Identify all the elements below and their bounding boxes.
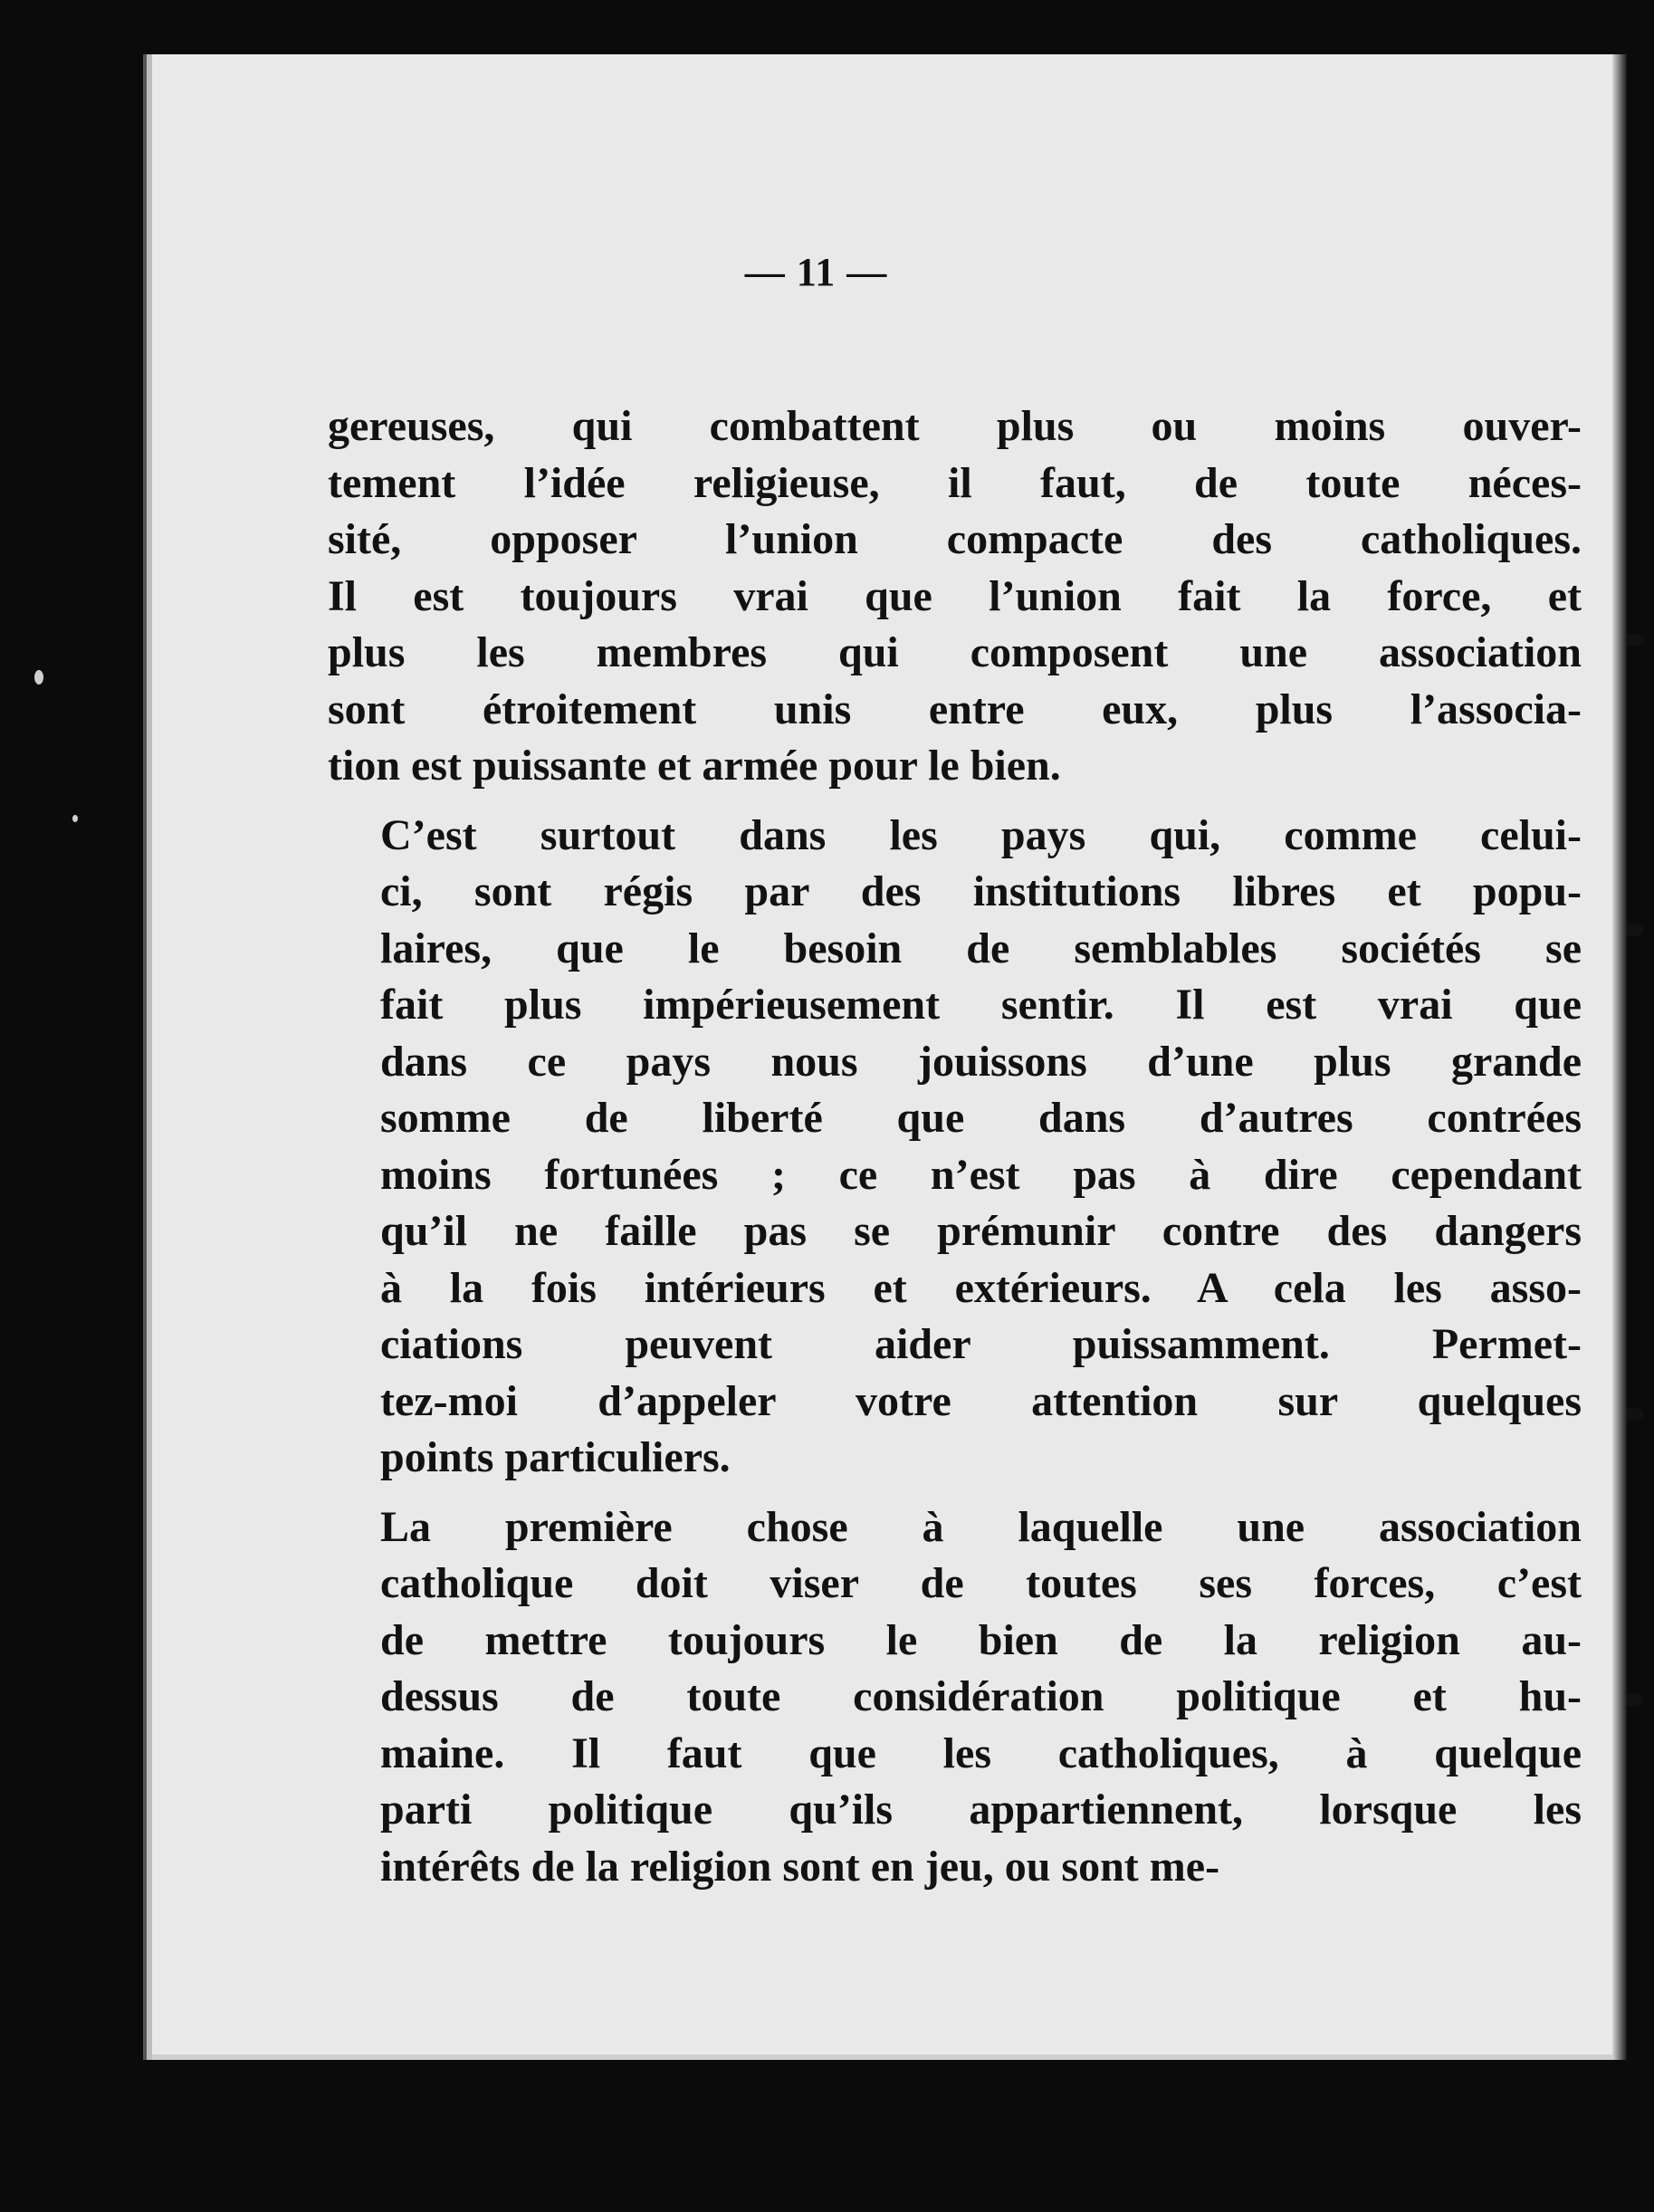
- text-line: Il est toujours vrai que l’union fait la force, et: [328, 571, 1582, 620]
- text-line: laires, que le besoin de semblables sociétés se: [380, 924, 1582, 972]
- text-line: sont étroitement unis entre eux, plus l’associa-: [328, 685, 1582, 733]
- text-line: sité, opposer l’union compacte des catholiques.: [328, 515, 1582, 563]
- text-line: moins fortunées ; ce n’est pas à dire cependant: [380, 1150, 1582, 1199]
- text-line: fait plus impérieusement sentir. Il est vrai que: [380, 981, 1582, 1029]
- film-speck: [34, 670, 43, 685]
- text-line: dans ce pays nous jouissons d’une plus grande: [380, 1037, 1582, 1086]
- paragraph: [328, 1499, 1582, 1896]
- text-line: qu’il ne faille pas se prémunir contre des dangers: [380, 1207, 1582, 1255]
- paragraph: [328, 808, 1582, 1487]
- text-line: de mettre toujours le bien de la religion au-: [380, 1615, 1582, 1664]
- text-line: ciations peuvent aider puissamment. Permet-: [380, 1320, 1582, 1368]
- text-line: plus les membres qui composent une association: [328, 628, 1582, 676]
- text-line: parti politique qu’ils appartiennent, lorsque les: [380, 1786, 1582, 1834]
- text-line: somme de liberté que dans d’autres contrées: [380, 1094, 1582, 1142]
- page-edge: [1612, 54, 1627, 2060]
- text-line: tement l’idée religieuse, il faut, de toute néces-: [328, 458, 1582, 507]
- text-line: points particuliers.: [380, 1433, 731, 1481]
- text-line: maine. Il faut que les catholiques, à quelque: [380, 1728, 1582, 1777]
- text-line: dessus de toute considération politique et hu-: [380, 1672, 1582, 1720]
- text-line: tion est puissante et armée pour le bien.: [328, 742, 1061, 790]
- text-line: à la fois intérieurs et extérieurs. A cela les asso-: [380, 1263, 1582, 1312]
- text-line: ci, sont régis par des institutions libres et popu-: [380, 867, 1582, 915]
- paragraph: [328, 398, 1582, 795]
- text-line: tez-moi d’appeler votre attention sur quelques: [380, 1376, 1582, 1425]
- body-text: [328, 398, 1582, 1895]
- text-line: C’est surtout dans les pays qui, comme celui-: [380, 810, 1582, 859]
- document-page: [143, 54, 1627, 2060]
- film-speck: [72, 815, 78, 822]
- text-line: La première chose à laquelle une association: [380, 1502, 1582, 1551]
- text-line: catholique doit viser de toutes ses forces, c’est: [380, 1559, 1582, 1607]
- text-line: intérêts de la religion sont en jeu, ou sont me-: [380, 1842, 1220, 1891]
- page-number: — 11 —: [744, 250, 888, 294]
- text-line: gereuses, qui combattent plus ou moins ouver-: [328, 402, 1582, 450]
